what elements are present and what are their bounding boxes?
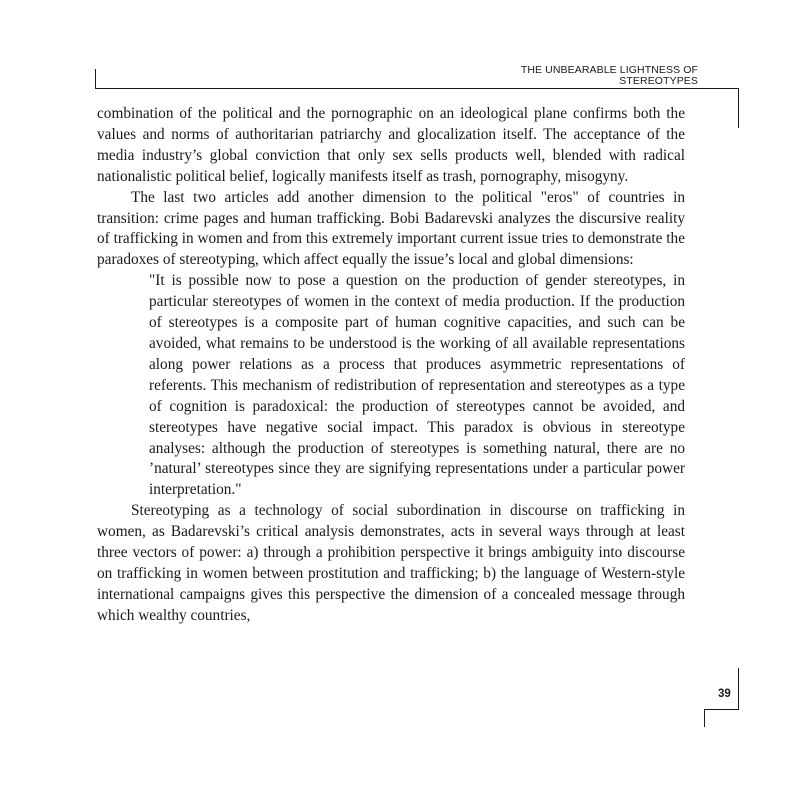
block-quote: "It is possible now to pose a question on the production of gender stereotypes, in particular stereotypes of women in the context of media production. If the production of stereotypes is a composite part of human cognitive capacities, and such can be avoided, what remains to be understood is the working of all available representations along power relations as a process that produces asymmetric representations of referents. This mechanism of redistribution of representation and stereotypes as a type of cognition is paradoxical: the production of stereotypes cannot be avoided, and stereotypes have negative social impact. This paradox is obvious in stereotype analyses: although the production of stereotypes is something natural, there are no ’natural’ stereotypes since they are signifying representations under a particular power interpretation." xyxy=(149,272,685,499)
body-paragraph-3: Stereotyping as a technology of social subordination in discourse on trafficking in women, as Badarevski’s critical analysis demonstrates, acts in several ways through at least three vectors of power: a) through a prohibition perspective it brings ambiguity into discourse on trafficking in women between prostitution and trafficking; b) the language of Western-style international campaigns gives this perspective the dimension of a concealed message through which wealthy countries, xyxy=(97,502,685,624)
body-paragraph-2: The last two articles add another dimension to the political "eros" of countries in transition: crime pages and human trafficking. Bobi Badarevski analyzes the discursive reality of trafficking in women and from this extremely important current issue tries to demonstrate the paradoxes of stereotyping, which affect equally the issue’s local and global dimensions: xyxy=(97,188,685,269)
running-header-line-2: STEREOTYPES xyxy=(619,75,698,87)
header-rule-right-vertical xyxy=(738,88,739,128)
running-header xyxy=(521,65,698,87)
body-paragraph-1: combination of the political and the pornographic on an ideological plane confirms both the values and norms of authoritarian patriarchy and glocalization itself. The acceptance of the media industry’s global conviction that only sex sells products well, blended with radical nationalistic political belief, logically manifests itself as trash, pornography, misogyny. xyxy=(97,105,685,185)
page-number: 39 xyxy=(718,688,731,700)
page-body xyxy=(97,104,685,627)
footer-rule-vertical-lower xyxy=(704,709,705,727)
footer-rule-horizontal xyxy=(704,709,739,710)
header-rule-horizontal xyxy=(95,88,739,89)
running-header-line-1: THE UNBEARABLE LIGHTNESS OF xyxy=(520,64,698,76)
header-rule-left-vertical xyxy=(95,69,96,89)
footer-rule-vertical-upper xyxy=(738,668,739,710)
